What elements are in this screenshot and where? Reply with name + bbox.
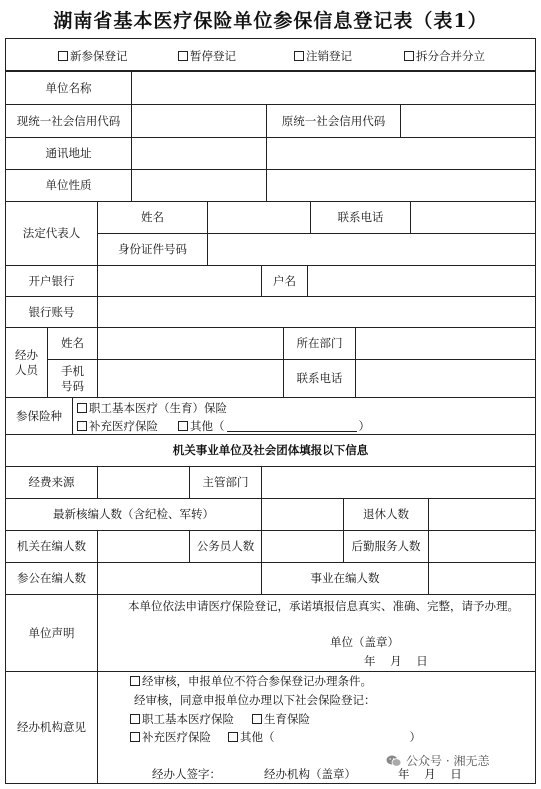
bank-field[interactable] (97, 265, 262, 297)
institution-staff-label: 事业在编人数 (261, 562, 429, 595)
legal-rep-phone-label: 联系电话 (310, 201, 411, 234)
unit-nature-label: 单位性质 (5, 169, 132, 202)
latest-staff-label: 最新核编人数（含纪检、军转） (5, 498, 262, 531)
address-field[interactable] (131, 137, 267, 170)
handler-label: 经办 人员 (5, 327, 48, 398)
insurance-type-label: 参保险种 (5, 397, 73, 435)
handler-name-label: 姓名 (47, 327, 98, 360)
department-field[interactable] (355, 327, 536, 360)
checkbox-icon[interactable] (130, 732, 140, 742)
competent-dept-field[interactable] (261, 466, 536, 499)
checkbox-icon[interactable] (178, 51, 188, 61)
reg-option-cancel[interactable]: 注销登记 (294, 48, 352, 64)
current-credit-code-field[interactable] (131, 104, 267, 138)
checkbox-icon[interactable] (294, 51, 304, 61)
current-credit-code-label: 现统一社会信用代码 (5, 104, 132, 138)
account-name-label: 户名 (261, 265, 308, 297)
agency-option-basic[interactable]: 职工基本医疗保险 (130, 711, 234, 727)
checkbox-icon[interactable] (58, 51, 68, 61)
checkbox-icon[interactable] (228, 732, 238, 742)
original-credit-code-label: 原统一社会信用代码 (266, 104, 401, 138)
retired-field[interactable] (428, 498, 536, 531)
mobile-label: 手机 号码 (47, 359, 98, 398)
gov-section-header: 机关事业单位及社会团体填报以下信息 (5, 434, 536, 467)
agency-opinion-label: 经办机构意见 (5, 671, 98, 784)
bank-account-field[interactable] (97, 296, 536, 328)
department-label: 所在部门 (283, 327, 356, 360)
id-number-label: 身份证件号码 (97, 233, 208, 266)
reg-option-suspend[interactable]: 暂停登记 (178, 48, 236, 64)
mobile-field[interactable] (97, 359, 284, 398)
declaration-text: 本单位依法申请医疗保险登记，承诺填报信息真实、准确、完整，请予办理。 (128, 599, 519, 613)
address-label: 通讯地址 (5, 137, 132, 170)
declaration-seal: 单位（盖章） (330, 635, 399, 649)
funding-source-field[interactable] (97, 466, 190, 499)
competent-dept-label: 主管部门 (189, 466, 262, 499)
institution-staff-field[interactable] (428, 562, 536, 595)
handler-name-field[interactable] (97, 327, 284, 360)
account-name-field[interactable] (307, 265, 536, 297)
insurance-option-other[interactable]: 其他（ ） (178, 418, 370, 434)
legal-rep-phone-field[interactable] (410, 201, 536, 234)
original-credit-code-field[interactable] (400, 104, 536, 138)
other-blank-line[interactable] (227, 421, 357, 432)
handler-phone-label: 联系电话 (283, 359, 356, 398)
unit-nature-field-extra[interactable] (266, 169, 536, 202)
checkbox-icon[interactable] (130, 676, 140, 686)
retired-label: 退休人数 (343, 498, 429, 531)
legal-rep-name-label: 姓名 (97, 201, 208, 234)
agency-option-maternity[interactable]: 生育保险 (252, 711, 310, 727)
organ-staff-label: 机关在编人数 (5, 530, 98, 563)
declaration-label: 单位声明 (5, 594, 98, 672)
agency-date: 年 月 日 (398, 767, 462, 781)
unit-name-label: 单位名称 (5, 71, 132, 105)
logistics-staff-field[interactable] (428, 530, 536, 563)
civil-servants-label: 公务员人数 (189, 530, 262, 563)
handler-phone-field[interactable] (355, 359, 536, 398)
legal-rep-name-field[interactable] (207, 201, 311, 234)
reg-option-split-merge[interactable]: 拆分合并分立 (404, 48, 485, 64)
checkbox-icon[interactable] (77, 421, 87, 431)
unit-nature-field[interactable] (131, 169, 267, 202)
form-title: 湖南省基本医疗保险单位参保信息登记表（表1） (53, 10, 488, 32)
legal-rep-label: 法定代表人 (5, 201, 98, 266)
declaration-date: 年 月 日 (364, 654, 428, 668)
public-staff-field[interactable] (97, 562, 262, 595)
id-number-field[interactable] (207, 233, 536, 266)
watermark: 公众号 · 湘无恙 (386, 752, 489, 769)
checkbox-icon[interactable] (252, 714, 262, 724)
checkbox-icon[interactable] (404, 51, 414, 61)
reg-option-new[interactable]: 新参保登记 (58, 48, 128, 64)
agency-seal-label: 经办机构（盖章） (264, 767, 356, 781)
bank-account-label: 银行账号 (5, 296, 98, 328)
wechat-icon (386, 754, 402, 768)
insurance-option-supplement[interactable]: 补充医疗保险 (77, 418, 158, 434)
unit-name-field[interactable] (131, 71, 536, 105)
insurance-option-basic[interactable]: 职工基本医疗（生育）保险 (77, 400, 227, 416)
civil-servants-field[interactable] (261, 530, 344, 563)
address-field-extra[interactable] (266, 137, 536, 170)
checkbox-icon[interactable] (130, 714, 140, 724)
logistics-staff-label: 后勤服务人数 (343, 530, 429, 563)
latest-staff-field[interactable] (261, 498, 344, 531)
organ-staff-field[interactable] (97, 530, 190, 563)
checkbox-icon[interactable] (178, 421, 188, 431)
agency-option-supplement[interactable]: 补充医疗保险 (130, 729, 211, 745)
funding-source-label: 经费来源 (5, 466, 98, 499)
public-staff-label: 参公在编人数 (5, 562, 98, 595)
agency-option-other[interactable]: 其他（ ） (228, 729, 421, 745)
agency-approve-text: 经审核，同意申报单位办理以下社会保险登记： (134, 693, 376, 707)
bank-label: 开户银行 (5, 265, 98, 297)
handler-signature-label: 经办人签字： (152, 767, 221, 781)
checkbox-icon[interactable] (77, 403, 87, 413)
agency-reject-option[interactable]: 经审核，申报单位不符合参保登记办理条件。 (130, 673, 372, 689)
